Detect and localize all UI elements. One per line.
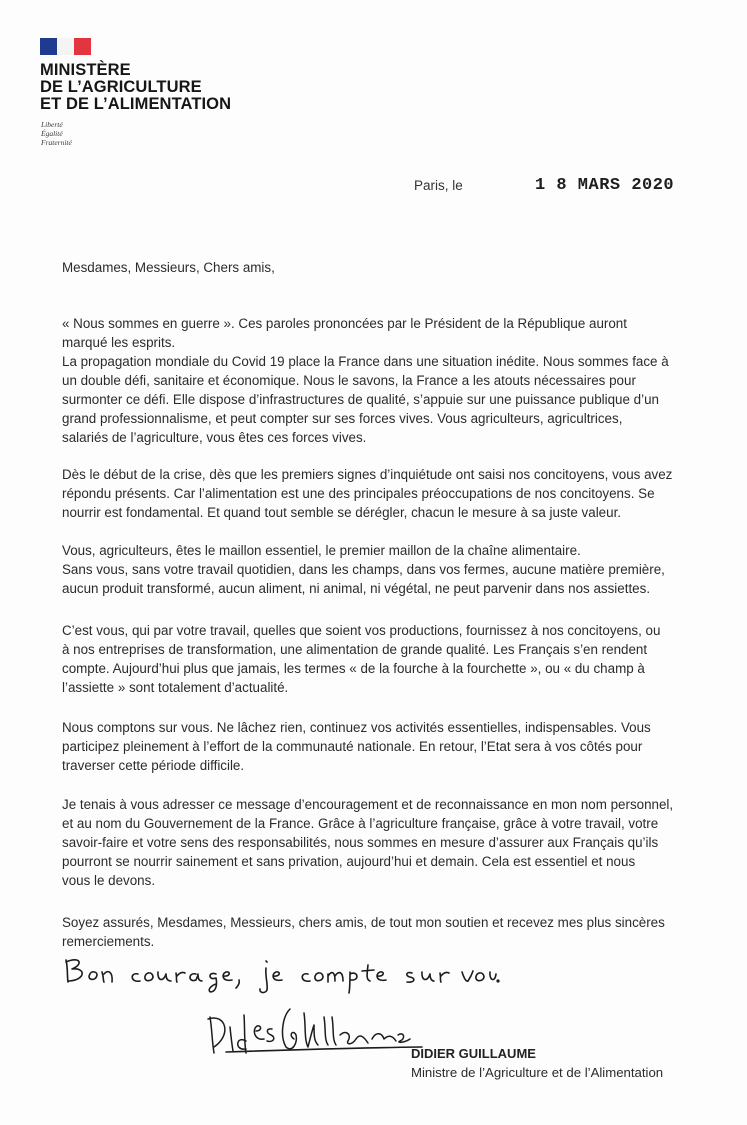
text-line: surmonter ce défi. Elle dispose d’infrastructures de qualité, s’appuie sur une puissance publique d’un xyxy=(62,392,659,407)
text-line: « Nous sommes en guerre ». Ces paroles prononcées par le Président de la République auront xyxy=(62,316,627,331)
paragraph xyxy=(62,541,665,598)
ministry-line: ET DE L’ALIMENTATION xyxy=(40,95,232,113)
motto-line: Fraternité xyxy=(41,138,72,147)
text-line: répondu présents. Car l’alimentation est une des principales préoccupations de nos concitoyens. Se xyxy=(62,486,655,501)
republic-motto xyxy=(41,120,72,147)
handwritten-signature xyxy=(200,995,415,1065)
text-line: La propagation mondiale du Covid 19 place la France dans une situation inédite. Nous sommes face à xyxy=(62,354,669,369)
text-line: traverser cette période difficile. xyxy=(62,758,245,773)
motto-line: Liberté xyxy=(41,120,63,129)
text-line: nourrir est fondamental. Et quand tout semble se dérégler, chacun le mesure à sa juste valeur. xyxy=(62,505,622,520)
text-line: Vous, agriculteurs, êtes le maillon essentiel, le premier maillon de la chaîne alimentaire. xyxy=(62,543,581,558)
signature-underline xyxy=(224,1046,424,1054)
text-line: salariés de l’agriculture, vous êtes ces forces vives. xyxy=(62,430,367,445)
text-line: pourront se nourrir sainement et sans privation, aujourd’hui et demain. Cela est essentiel et nous xyxy=(62,854,636,869)
text-line: aucun produit transformé, aucun aliment, ni animal, ni végétal, ne peut parvenir dans nos assiettes. xyxy=(62,581,651,596)
text-line: marqué les esprits. xyxy=(62,335,176,350)
paragraph xyxy=(62,795,673,890)
text-line: et au nom du Gouvernement de la France. Grâce à l’agriculture française, grâce à votre travail, votre xyxy=(62,816,659,831)
ministry-line: MINISTÈRE xyxy=(40,61,131,79)
text-line: C’est vous, qui par votre travail, quelles que soient vos productions, fournissez à nos concitoyens, ou xyxy=(62,623,661,638)
text-line: un double défi, sanitaire et économique. Nous le savons, la France a les atouts nécessaires pour xyxy=(62,373,636,388)
paragraph xyxy=(62,621,660,697)
marianne-flag-logo xyxy=(40,38,91,55)
signer-name: DIDIER GUILLAUME xyxy=(411,1046,536,1061)
paragraph xyxy=(62,465,672,522)
paragraph xyxy=(62,913,665,951)
ministry-line: DE L’AGRICULTURE xyxy=(40,78,202,96)
text-line: savoir-faire et votre sens des responsabilités, nous sommes en mesure d’assurer aux Français qu’ils xyxy=(62,835,659,850)
text-line: participez pleinement à l’effort de la communauté nationale. En retour, l’Etat sera à vos côtés pour xyxy=(62,739,643,754)
text-line: Dès le début de la crise, dès que les premiers signes d’inquiétude ont saisi nos concitoyens, vous avez xyxy=(62,467,673,482)
text-line: compte. Aujourd’hui plus que jamais, les termes « de la fourche à la fourchette », ou « du champ à xyxy=(62,661,645,676)
handwritten-note xyxy=(60,950,500,994)
paragraph xyxy=(62,718,651,775)
text-line: Soyez assurés, Mesdames, Messieurs, chers amis, de tout mon soutien et recevez mes plus sincères xyxy=(62,915,665,930)
salutation: Mesdames, Messieurs, Chers amis, xyxy=(62,260,275,275)
text-line: Sans vous, sans votre travail quotidien, dans les champs, dans vos fermes, aucune matière première, xyxy=(62,562,665,577)
text-line: grand professionnalisme, et peut compter sur ses forces vives. Vous agriculteurs, agricultrices, xyxy=(62,411,623,426)
ministry-name xyxy=(40,62,231,113)
text-line: l’assiette » sont totalement d’actualité. xyxy=(62,680,289,695)
text-line: Nous comptons sur vous. Ne lâchez rien, continuez vos activités essentielles, indispensables. Vous xyxy=(62,720,651,735)
text-line: vous le devons. xyxy=(62,873,156,888)
dateline-place: Paris, le xyxy=(414,178,463,193)
text-line: remerciements. xyxy=(62,934,155,949)
signer-title: Ministre de l’Agriculture et de l’Alimentation xyxy=(411,1065,664,1080)
text-line: Je tenais à vous adresser ce message d’encouragement et de reconnaissance en mon nom personnel, xyxy=(62,797,674,812)
paragraph xyxy=(62,314,669,447)
text-line: à nos entreprises de transformation, une alimentation de grande qualité. Les Français s’en rendent xyxy=(62,642,648,657)
motto-line: Égalité xyxy=(41,129,63,138)
dateline-date-stamp: 1 8 MARS 2020 xyxy=(535,176,675,195)
